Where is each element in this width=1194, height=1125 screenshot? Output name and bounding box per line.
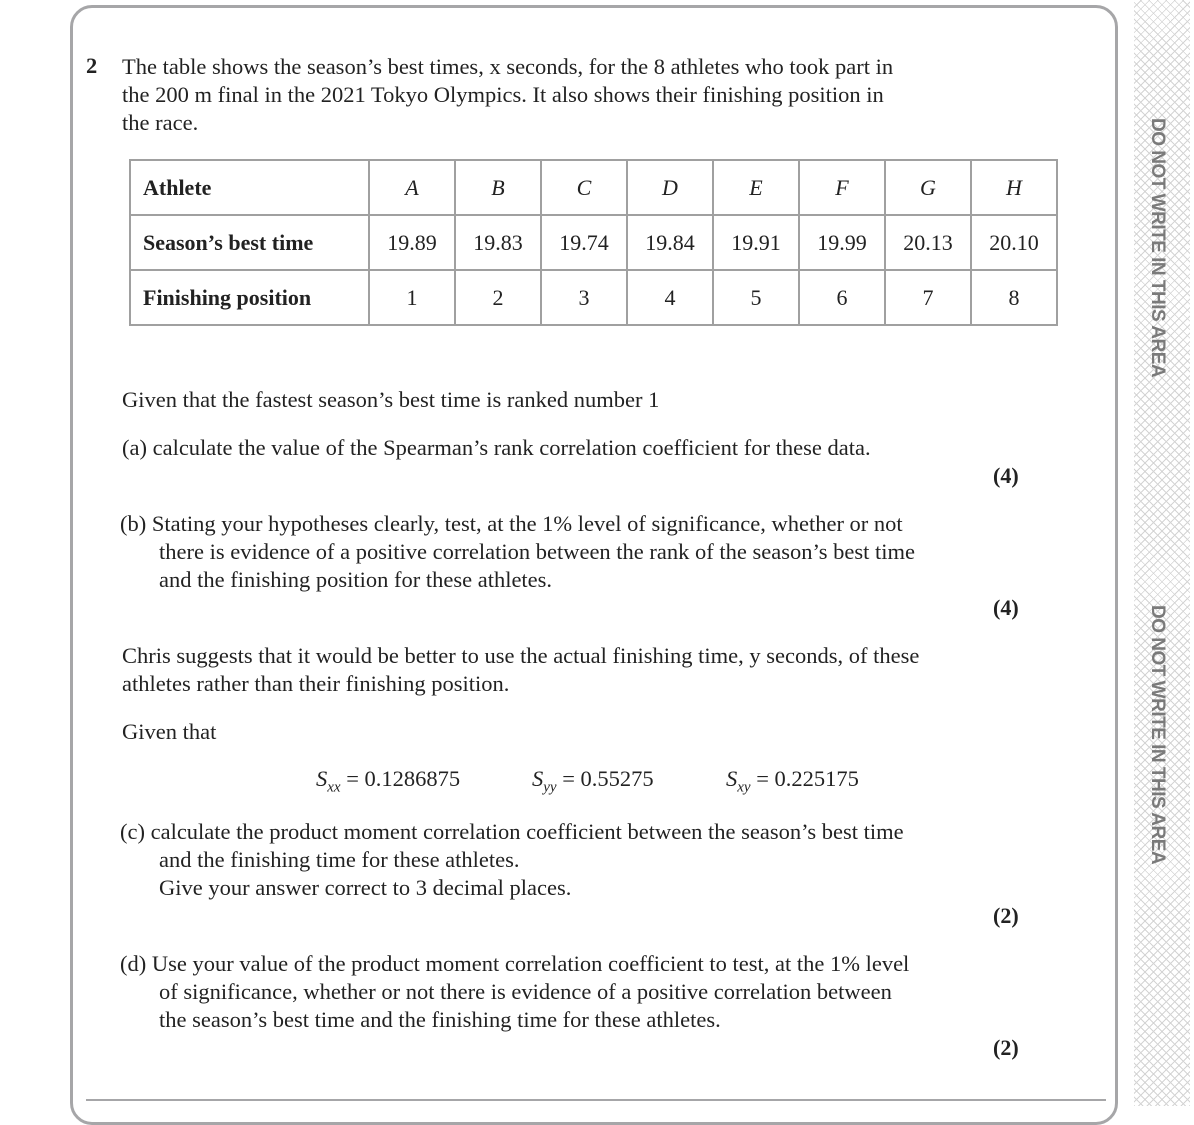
cell: 20.13 [885, 215, 971, 270]
given-that: Given that [122, 719, 217, 744]
part-c-line-3: Give your answer correct to 3 decimal places. [159, 875, 572, 900]
part-b-marks: (4) [993, 595, 1019, 620]
part-b-line-1: (b) Stating your hypotheses clearly, test, at the 1% level of significance, whether or not [120, 511, 903, 536]
sxy-formula: $S_{xy} = 0.225175$ [726, 766, 859, 796]
cell: 19.91 [713, 215, 799, 270]
intro-line-3: the race. [122, 110, 199, 135]
part-d-line-3: the season’s best time and the finishing time for these athletes. [159, 1007, 721, 1032]
cell: 5 [713, 270, 799, 325]
part-d-line-2: of significance, whether or not there is evidence of a positive correlation between [159, 979, 892, 1004]
cell: 7 [885, 270, 971, 325]
given-rank: Given that the fastest season’s best time is ranked number 1 [122, 387, 660, 412]
chris-line-1: Chris suggests that it would be better to use the actual finishing time, y seconds, of these [122, 643, 920, 668]
part-d-marks: (2) [993, 1035, 1019, 1060]
cell: E [749, 174, 763, 200]
intro-line-1: The table shows the season’s best times, x seconds, for the 8 athletes who took part in [122, 54, 894, 79]
sxx-formula: $S_{xx} = 0.1286875$ [316, 766, 461, 796]
data-table [129, 159, 1058, 326]
row-header: Finishing position [130, 270, 369, 325]
cell: 4 [627, 270, 713, 325]
chris-line-2: athletes rather than their finishing position. [122, 671, 510, 696]
table-row-position [130, 270, 1057, 325]
cell: 20.10 [971, 215, 1057, 270]
cell: 19.99 [799, 215, 885, 270]
table-row-best-time [130, 215, 1057, 270]
cell: C [576, 174, 592, 200]
cell: 19.83 [455, 215, 541, 270]
cell: 19.74 [541, 215, 627, 270]
part-c-line-1: (c) calculate the product moment correlation coefficient between the season’s best time [120, 819, 904, 844]
syy-formula: $S_{yy} = 0.55275$ [532, 766, 654, 796]
part-b-line-3: and the finishing position for these athletes. [159, 567, 553, 592]
cell: 2 [455, 270, 541, 325]
part-c-line-2: and the finishing time for these athletes. [159, 847, 520, 872]
cell: 8 [971, 270, 1057, 325]
answer-line [86, 1099, 1106, 1101]
part-c-marks: (2) [993, 903, 1019, 928]
part-a-marks: (4) [993, 463, 1019, 488]
intro-line-2: the 200 m final in the 2021 Tokyo Olympics. It also shows their finishing position in [122, 82, 884, 107]
cell: D [662, 174, 678, 200]
cell: 19.84 [627, 215, 713, 270]
cell: 3 [541, 270, 627, 325]
cell: 6 [799, 270, 885, 325]
margin-warning-2: DO NOT WRITE IN THIS AREA [1147, 605, 1168, 865]
question-number: 2 [86, 53, 98, 78]
row-header: Season’s best time [130, 215, 369, 270]
part-a: (a) calculate the value of the Spearman’s rank correlation coefficient for these data. [122, 435, 871, 460]
cell: 1 [369, 270, 455, 325]
cell: B [491, 174, 505, 200]
cell: F [835, 174, 849, 200]
cell: A [405, 174, 419, 200]
part-d-line-1: (d) Use your value of the product moment correlation coefficient to test, at the 1% level [120, 951, 910, 976]
margin-warning-1: DO NOT WRITE IN THIS AREA [1147, 118, 1168, 378]
table-row-athlete [130, 160, 1057, 215]
cell: H [1006, 174, 1022, 200]
row-header: Athlete [130, 160, 369, 215]
cell: 19.89 [369, 215, 455, 270]
cell: G [920, 174, 936, 200]
part-b-line-2: there is evidence of a positive correlation between the rank of the season’s best time [159, 539, 915, 564]
